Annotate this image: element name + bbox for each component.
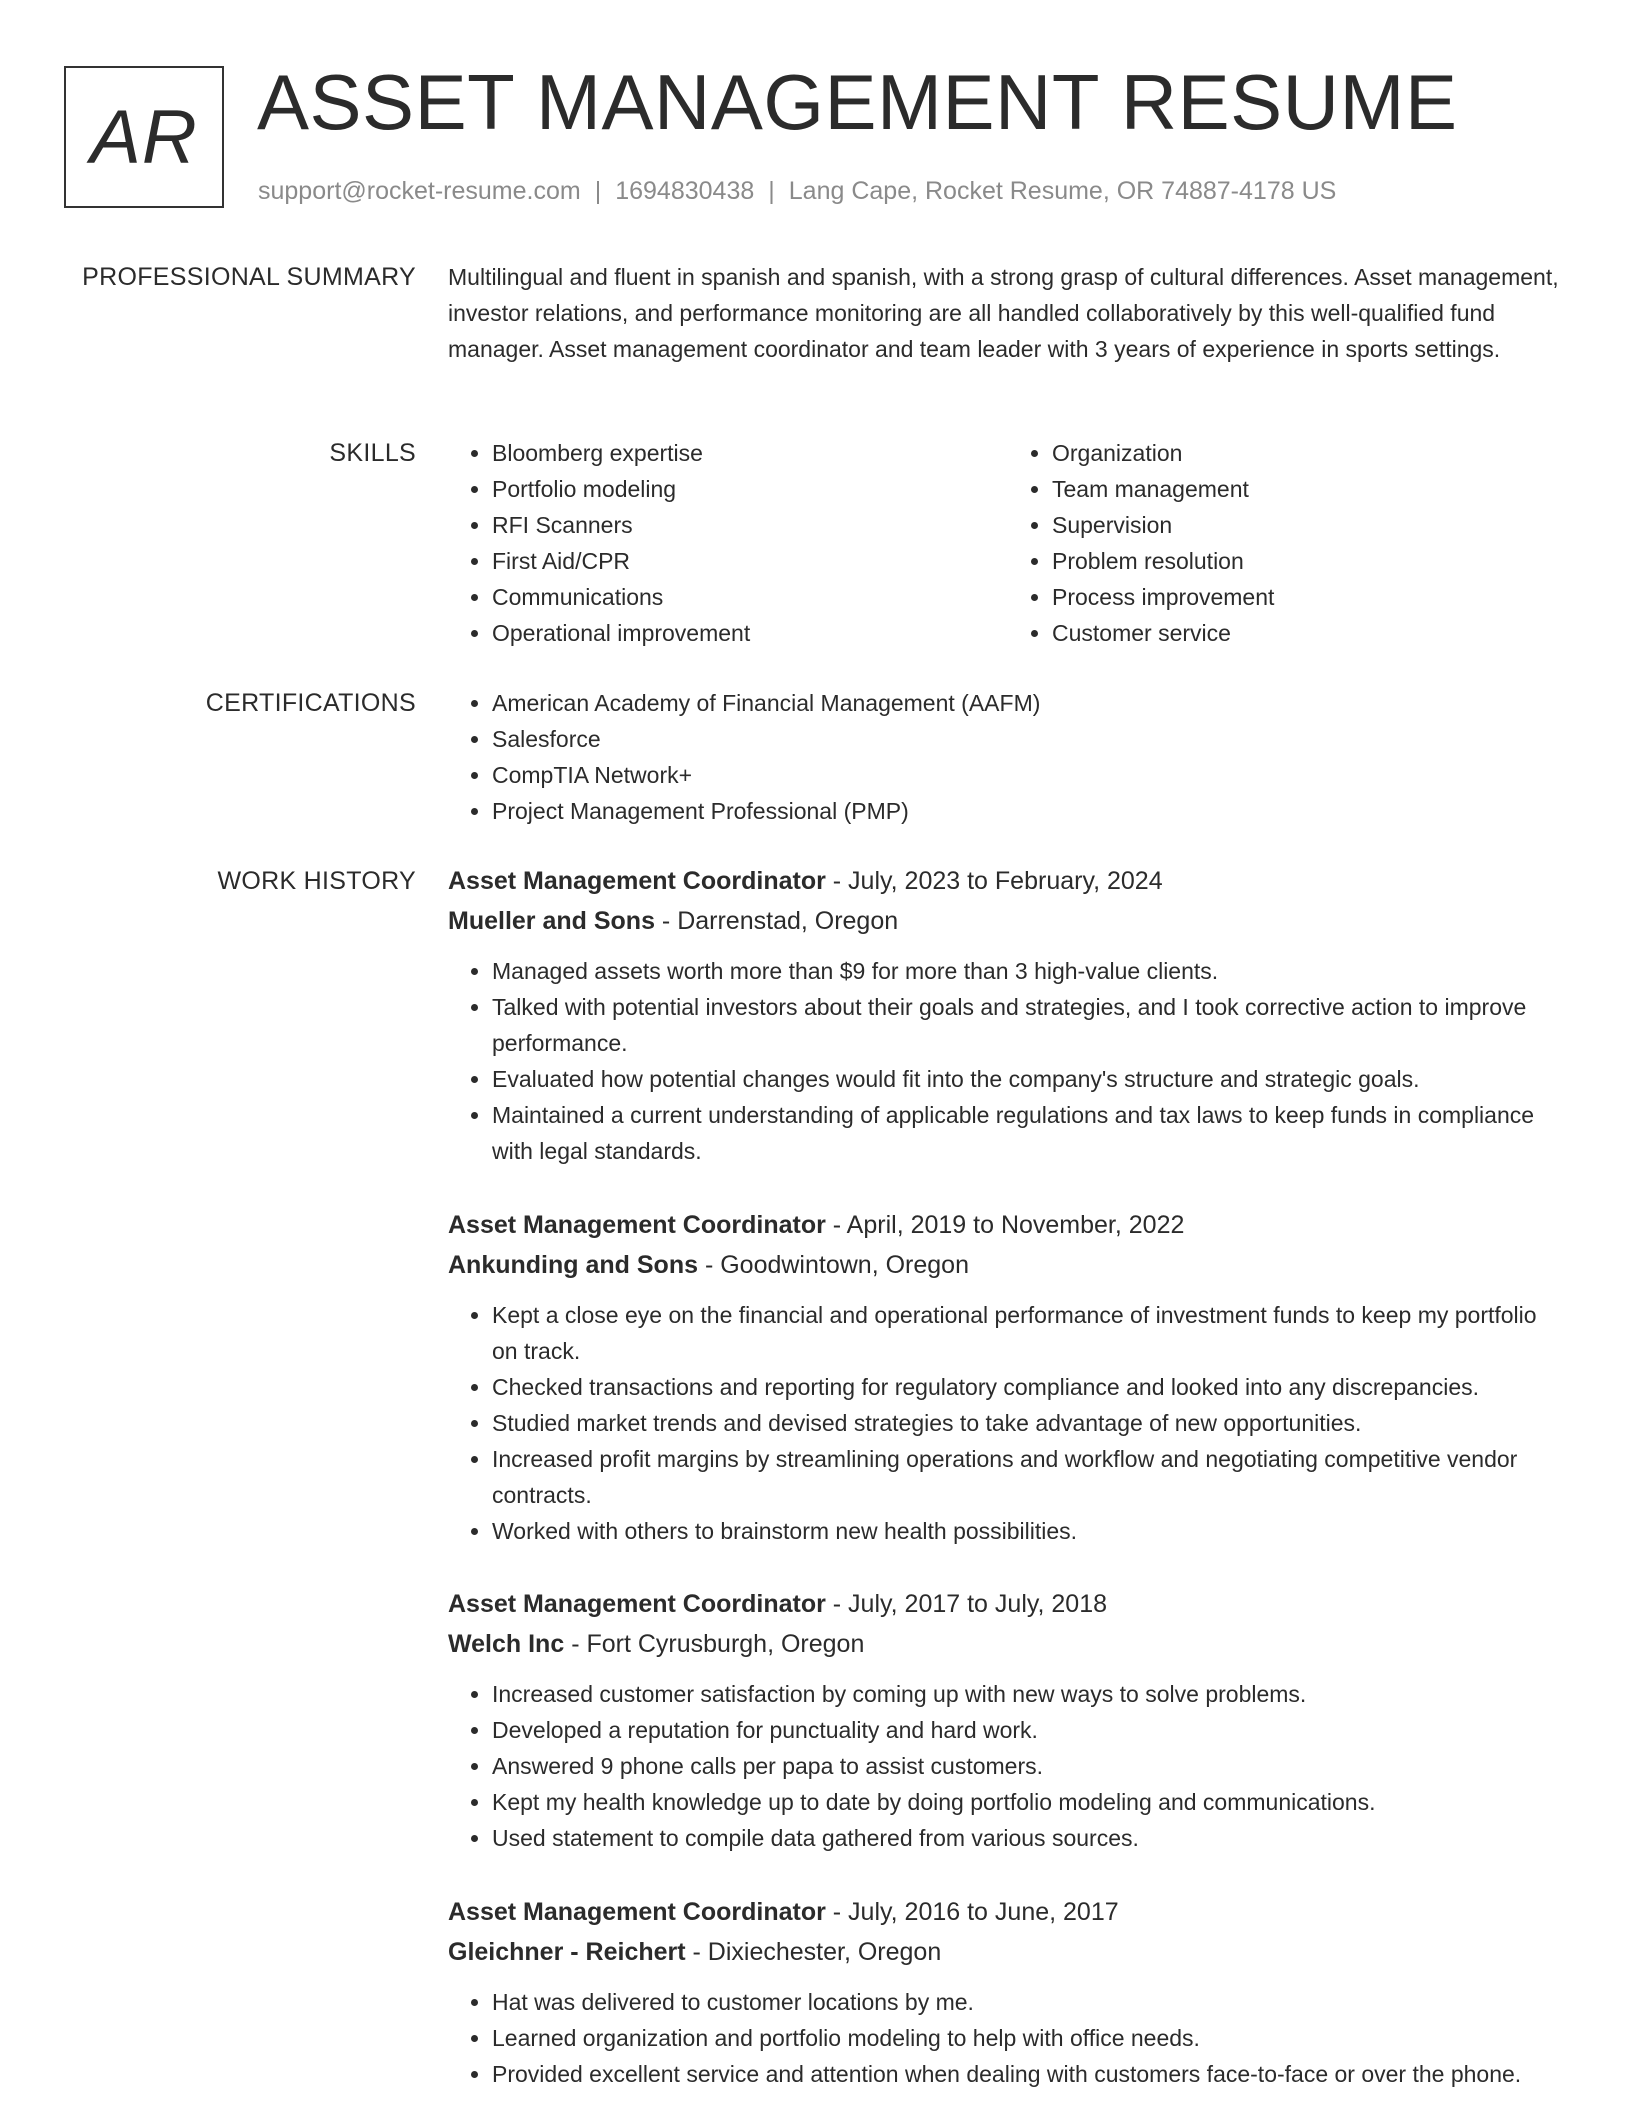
job-location: - Dixiechester, Oregon — [685, 1938, 942, 1966]
skill-item: • Communications — [492, 579, 1008, 615]
skill-item: • Portfolio modeling — [492, 471, 1008, 507]
summary-label: PROFESSIONAL SUMMARY — [82, 263, 416, 291]
skill-item: • Team management — [1052, 471, 1568, 507]
job-title-line — [448, 861, 1568, 901]
job-title-line — [448, 1584, 1568, 1624]
job-dates: - July, 2017 to July, 2018 — [825, 1590, 1108, 1618]
certification-item: • American Academy of Financial Management (AAFM) — [492, 685, 1568, 721]
job-title-line — [448, 1892, 1568, 1932]
job-title: Asset Management Coordinator — [448, 1898, 826, 1926]
certification-item: • Salesforce — [492, 721, 1568, 757]
work-history-label: WORK HISTORY — [217, 867, 416, 895]
skill-item: • RFI Scanners — [492, 507, 1008, 543]
job-company-line — [448, 1624, 1568, 1664]
job-bullet: • Used statement to compile data gathered from various sources. — [492, 1820, 1568, 1856]
job-location: - Goodwintown, Oregon — [698, 1251, 969, 1279]
job-location: - Fort Cyrusburgh, Oregon — [564, 1630, 865, 1658]
job-entry — [448, 1892, 1568, 2092]
job-bullet: • Hat was delivered to customer locations by me. — [492, 1984, 1568, 2020]
job-bullet: • Talked with potential investors about their goals and strategies, and I took corrective action to improve performance. — [492, 989, 1568, 1061]
job-bullet: • Studied market trends and devised strategies to take advantage of new opportunities. — [492, 1405, 1568, 1441]
certifications-label: CERTIFICATIONS — [205, 689, 416, 717]
certification-item: • CompTIA Network+ — [492, 757, 1568, 793]
job-bullet: • Provided excellent service and attention when dealing with customers face-to-face or over the phone. — [492, 2056, 1568, 2092]
contact-email[interactable]: support@rocket-resume.com — [258, 177, 581, 205]
job-bullet: • Increased profit margins by streamlining operations and workflow and negotiating competitive vendor contracts. — [492, 1441, 1568, 1513]
skill-item: • Process improvement — [1052, 579, 1568, 615]
job-company-line — [448, 901, 1568, 941]
job-bullet: • Evaluated how potential changes would fit into the company's structure and strategic goals. — [492, 1061, 1568, 1097]
job-bullet: • Kept my health knowledge up to date by doing portfolio modeling and communications. — [492, 1784, 1568, 1820]
certifications-body — [448, 685, 1568, 829]
certifications-list — [448, 685, 1568, 829]
job-dates: - July, 2023 to February, 2024 — [825, 867, 1163, 895]
job-bullet: • Answered 9 phone calls per papa to assist customers. — [492, 1748, 1568, 1784]
skill-item: • Supervision — [1052, 507, 1568, 543]
job-bullets — [448, 953, 1568, 1169]
job-title: Asset Management Coordinator — [448, 1211, 826, 1239]
job-bullet: • Checked transactions and reporting for regulatory compliance and looked into any discrepancies. — [492, 1369, 1568, 1405]
job-title-line — [448, 1205, 1568, 1245]
job-bullet: • Maintained a current understanding of applicable regulations and tax laws to keep funds in compliance with legal standards. — [492, 1097, 1568, 1169]
skills-list-right — [1008, 435, 1568, 651]
skill-item: • Problem resolution — [1052, 543, 1568, 579]
skill-item: • Organization — [1052, 435, 1568, 471]
contact-separator: | — [768, 177, 775, 205]
job-location: - Darrenstad, Oregon — [654, 907, 899, 935]
monogram-logo: AR — [64, 66, 224, 208]
job-entry — [448, 861, 1568, 1169]
contact-separator: | — [594, 177, 602, 205]
job-entry — [448, 1584, 1568, 1856]
skill-item: • Bloomberg expertise — [492, 435, 1008, 471]
skill-item: • First Aid/CPR — [492, 543, 1008, 579]
job-dates: - April, 2019 to November, 2022 — [825, 1211, 1185, 1239]
contact-line — [258, 174, 1336, 208]
job-bullet: • Worked with others to brainstorm new health possibilities. — [492, 1513, 1568, 1549]
job-company: Ankunding and Sons — [448, 1251, 698, 1279]
contact-address: Lang Cape, Rocket Resume, OR 74887-4178 US — [788, 177, 1337, 205]
skills-label: SKILLS — [329, 439, 416, 467]
skill-item: • Operational improvement — [492, 615, 1008, 651]
job-company: Welch Inc — [448, 1630, 565, 1658]
contact-phone[interactable]: 1694830438 — [615, 177, 755, 205]
job-bullets — [448, 1297, 1568, 1549]
summary-text: Multilingual and fluent in spanish and spanish, with a strong grasp of cultural differences. Asset management, investor relations, and performance monitoring are all handled collaboratively by this well-qualified fund manager. Asset management coordinator and team leader with 3 years of experience in sports settings. — [448, 264, 1559, 362]
summary-body — [448, 259, 1568, 367]
job-bullet: • Increased customer satisfaction by coming up with new ways to solve problems. — [492, 1676, 1568, 1712]
job-company-line — [448, 1245, 1568, 1285]
resume-title: ASSET MANAGEMENT RESUME — [257, 58, 1458, 146]
job-bullets — [448, 1676, 1568, 1856]
job-bullet: • Developed a reputation for punctuality and hard work. — [492, 1712, 1568, 1748]
job-bullet: • Kept a close eye on the financial and operational performance of investment funds to keep my portfolio on track. — [492, 1297, 1568, 1369]
skill-item: • Customer service — [1052, 615, 1568, 651]
job-bullets — [448, 1984, 1568, 2092]
job-company: Gleichner - Reichert — [448, 1938, 686, 1966]
job-bullet: • Managed assets worth more than $9 for more than 3 high-value clients. — [492, 953, 1568, 989]
job-bullet: • Learned organization and portfolio modeling to help with office needs. — [492, 2020, 1568, 2056]
certification-item: • Project Management Professional (PMP) — [492, 793, 1568, 829]
skills-list-left — [448, 435, 1008, 651]
skills-columns — [448, 435, 1568, 651]
job-title: Asset Management Coordinator — [448, 867, 826, 895]
job-company-line — [448, 1932, 1568, 1972]
job-company: Mueller and Sons — [448, 907, 655, 935]
job-dates: - July, 2016 to June, 2017 — [825, 1898, 1119, 1926]
job-title: Asset Management Coordinator — [448, 1590, 826, 1618]
job-entry — [448, 1205, 1568, 1549]
